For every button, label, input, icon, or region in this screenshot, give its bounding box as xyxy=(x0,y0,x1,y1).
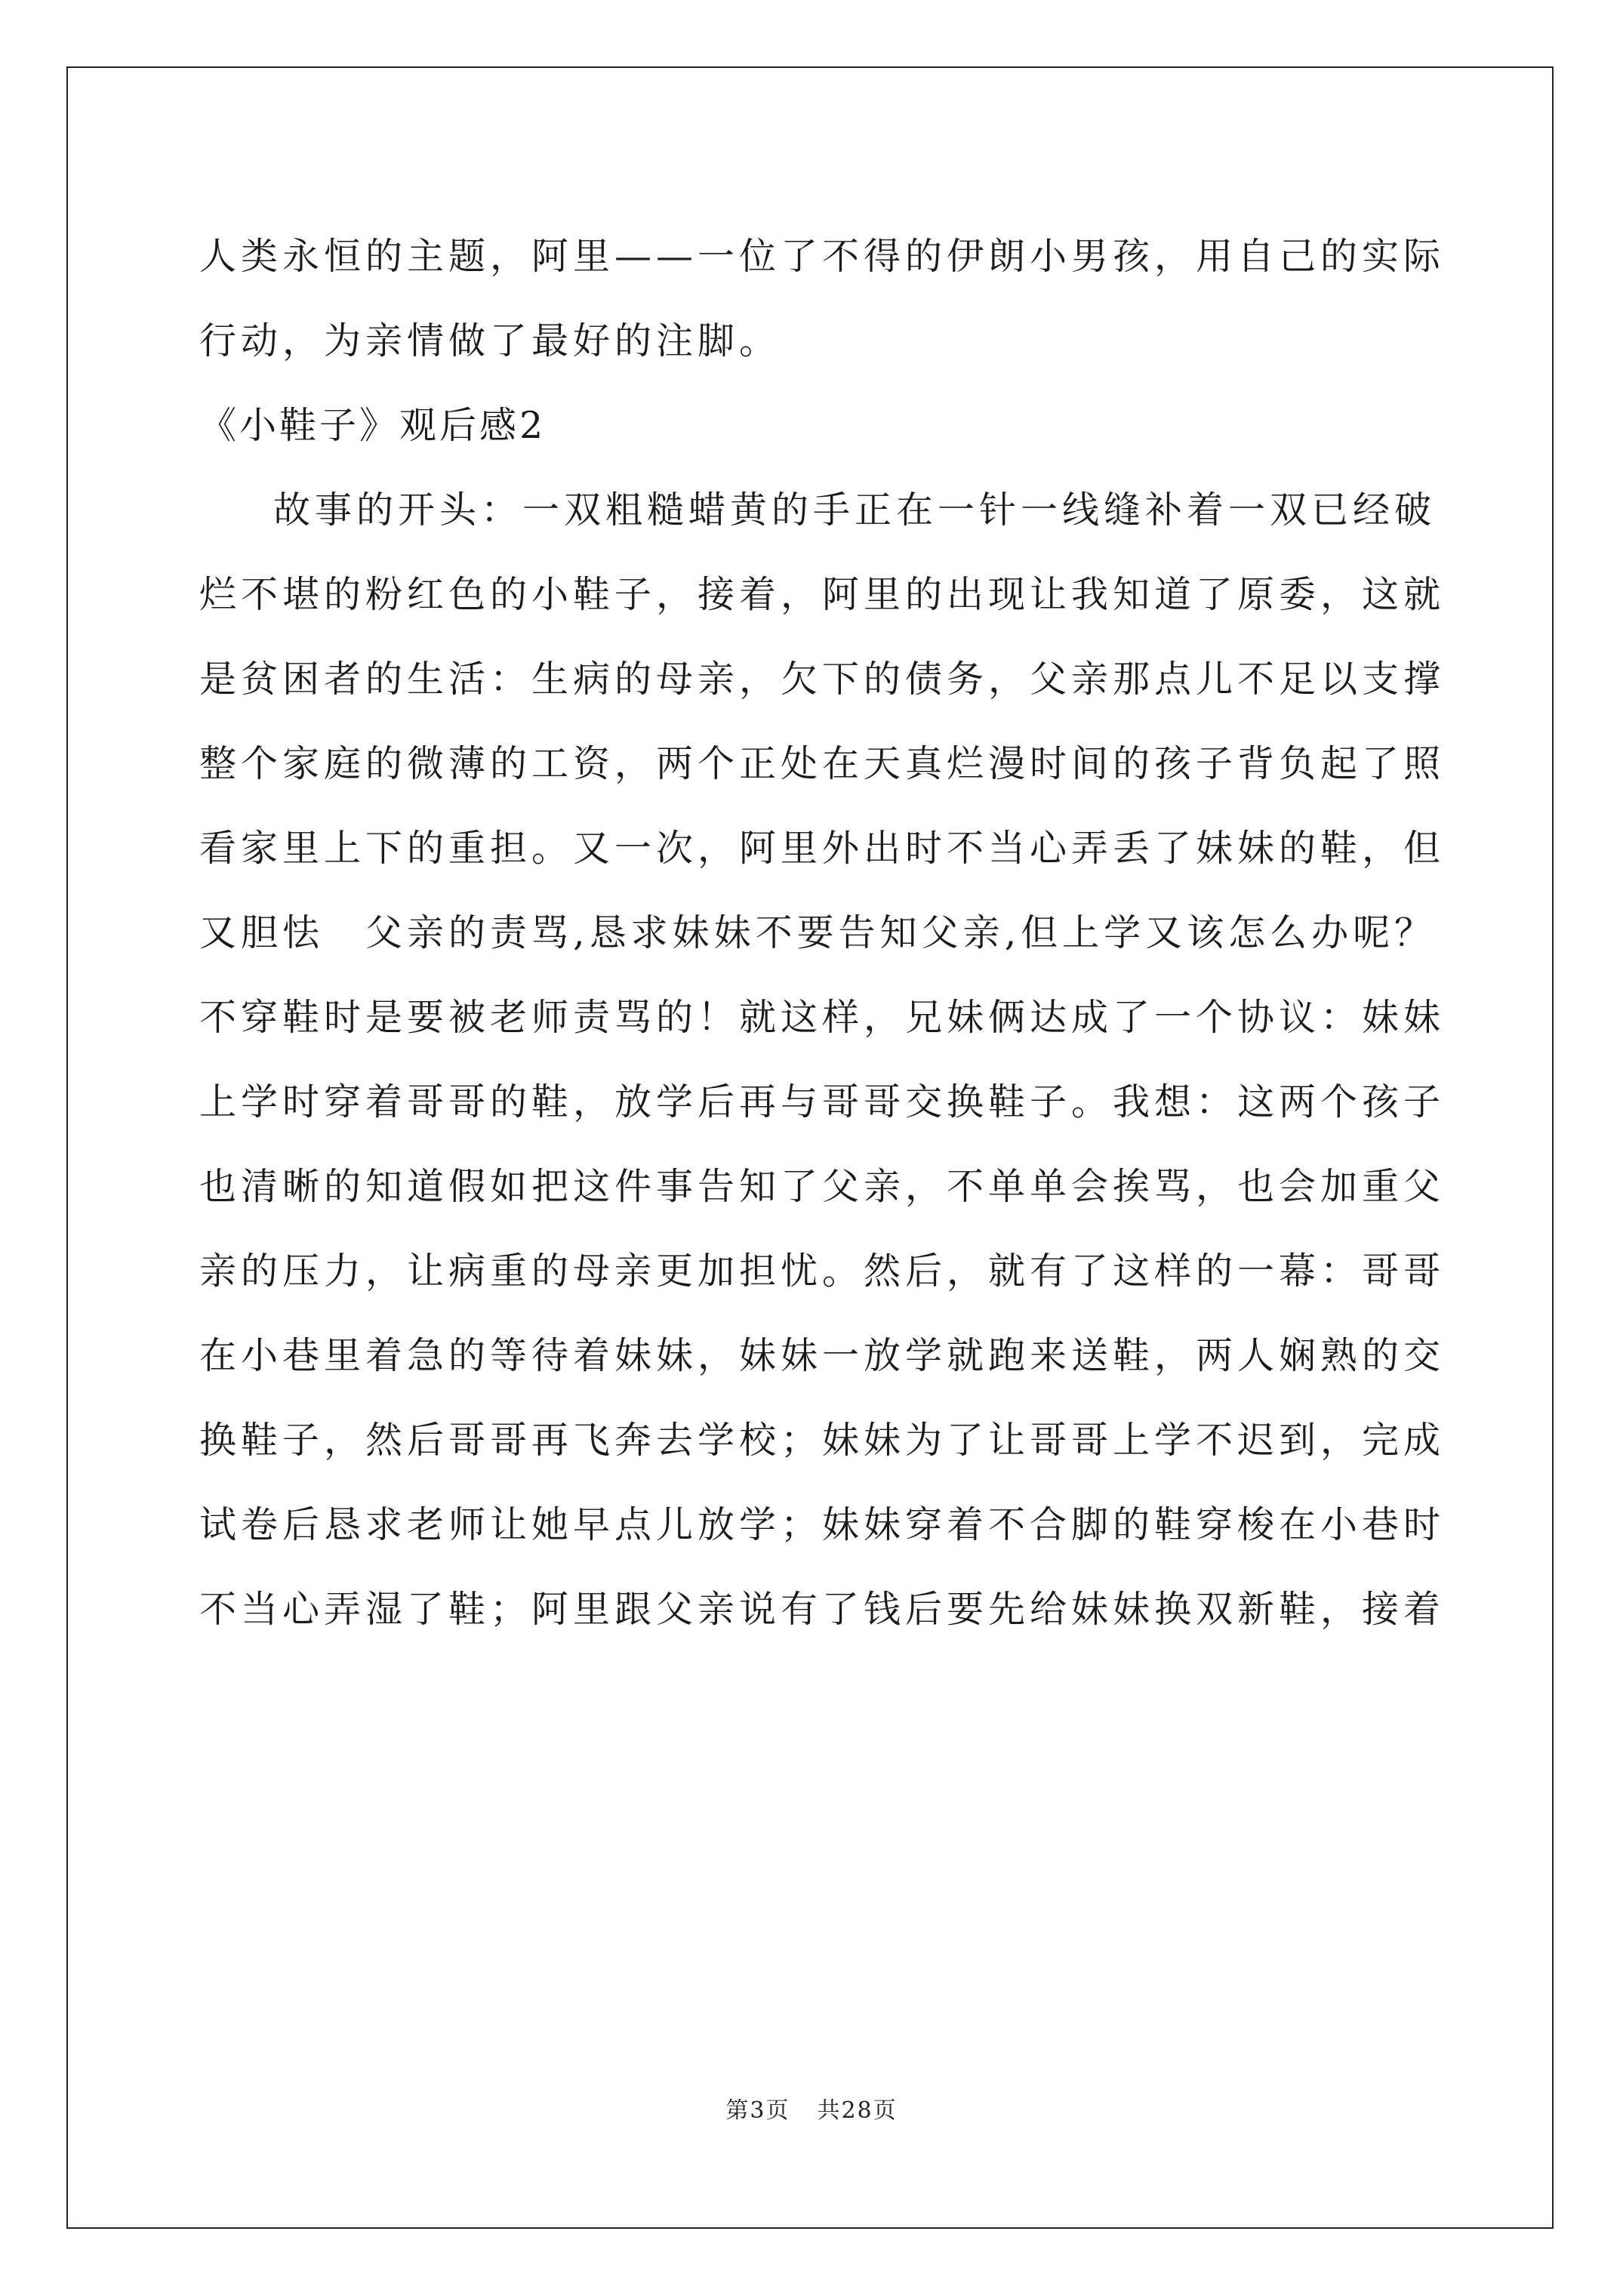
text-line: 换鞋子，然后哥哥再飞奔去学校；妹妹为了让哥哥上学不迟到，完成 xyxy=(199,1419,1446,1462)
text-line: 亲的压力，让病重的母亲更加担忧。然后，就有了这样的一幕：哥哥 xyxy=(199,1250,1446,1293)
text-line: 整个家庭的微薄的工资，两个正处在天真烂漫时间的孩子背负起了照 xyxy=(199,742,1446,785)
text-line: 也清晰的知道假如把这件事告知了父亲，不单单会挨骂，也会加重父 xyxy=(199,1165,1446,1208)
text-line: 不穿鞋时是要被老师责骂的！就这样，兄妹俩达成了一个协议：妹妹 xyxy=(199,996,1446,1039)
text-line: 看家里上下的重担。又一次，阿里外出时不当心弄丢了妹妹的鞋，但 xyxy=(199,827,1446,870)
text-line: 又胆怯 父亲的责骂,恳求妹妹不要告知父亲,但上学又该怎么办呢？ xyxy=(199,911,1437,954)
text-line: 烂不堪的粉红色的小鞋子，接着，阿里的出现让我知道了原委，这就 xyxy=(199,573,1446,616)
paragraph-first-line: 故事的开头：一双粗糙蜡黄的手正在一针一线缝补着一双已经破 xyxy=(273,488,1437,532)
section-heading: 《小鞋子》观后感2 xyxy=(199,404,547,447)
text-line: 行动，为亲情做了最好的注脚。 xyxy=(199,319,781,362)
text-line: 上学时穿着哥哥的鞋，放学后再与哥哥交换鞋子。我想：这两个孩子 xyxy=(199,1080,1446,1123)
page-total: 共28页 xyxy=(817,2097,898,2124)
page-number: 第3页 xyxy=(725,2097,790,2124)
text-line: 是贫困者的生活：生病的母亲，欠下的债务，父亲那点儿不足以支撑 xyxy=(199,658,1446,701)
page-footer xyxy=(0,2091,1623,2125)
text-line: 在小巷里着急的等待着妹妹，妹妹一放学就跑来送鞋，两人娴熟的交 xyxy=(199,1334,1446,1377)
text-line: 人类永恒的主题，阿里——一位了不得的伊朗小男孩，用自己的实际 xyxy=(199,235,1446,278)
text-line: 试卷后恳求老师让她早点儿放学；妹妹穿着不合脚的鞋穿梭在小巷时 xyxy=(199,1503,1446,1546)
document-body xyxy=(199,211,1446,1649)
text-line: 不当心弄湿了鞋；阿里跟父亲说有了钱后要先给妹妹换双新鞋，接着 xyxy=(199,1588,1446,1631)
